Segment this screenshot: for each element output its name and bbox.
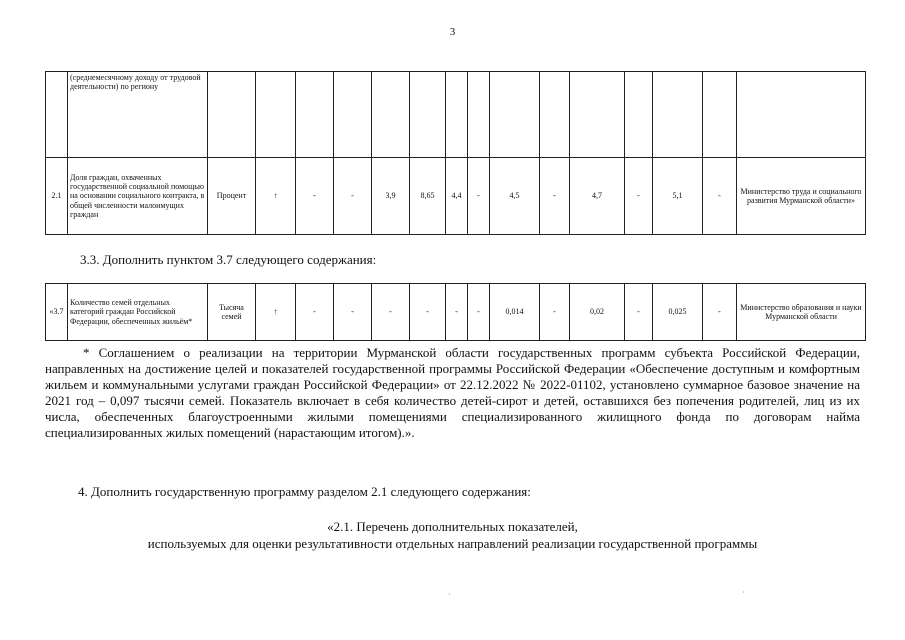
value-cell: 0,014 — [490, 284, 540, 341]
indicator-name-cell: (среднемесячному доходу от трудовой деятельности) по региону — [68, 72, 208, 158]
value-cell: - — [446, 284, 468, 341]
value-cell: - — [334, 158, 372, 235]
value-cell: - — [372, 284, 410, 341]
trend-arrow: ↑ — [256, 284, 296, 341]
value-cell: - — [625, 284, 653, 341]
row-number: 2.1 — [46, 158, 68, 235]
value-cell: - — [468, 284, 490, 341]
footnote-paragraph: * Соглашением о реализации на территории Мурманской области государственных программ субъекта Российской Федерации, направленных на достижение целей и показателей государственной программы Российской Федерации «Обеспечение доступным и комфортным жильем и коммунальными услугами граждан Российской Федерации» от 22.12.2022 № 2022-01102, установлено суммарное базовое значение на 2021 год – 0,097 тысячи семей. Показатель включает в себя количество детей-сирот и детей, оставшихся без попечения родителей, лиц из их числа, обеспеченных благоустроенными жилыми помещениями специализированного жилищного фонда по договорам найма специализированных жилых помещений (нарастающим итогом).». — [45, 345, 860, 440]
scan-dot: · — [742, 588, 745, 597]
value-cell: 4,4 — [446, 158, 468, 235]
responsible-cell: Министерство образования и науки Мурманской области — [737, 284, 866, 341]
section-title-line1: «2.1. Перечень дополнительных показателей, — [327, 519, 578, 534]
value-cell: 4,7 — [570, 158, 625, 235]
value-cell: - — [296, 284, 334, 341]
table-row — [46, 72, 866, 158]
value-cell: - — [334, 284, 372, 341]
value-cell: 4,5 — [490, 158, 540, 235]
value-cell: - — [540, 284, 570, 341]
value-cell: - — [625, 158, 653, 235]
value-cell: - — [703, 284, 737, 341]
value-cell: 8,65 — [410, 158, 446, 235]
value-cell: - — [540, 158, 570, 235]
value-cell: - — [296, 158, 334, 235]
value-cell: 5,1 — [653, 158, 703, 235]
point-4-text: 4. Дополнить государственную программу разделом 2.1 следующего содержания: — [78, 484, 531, 499]
indicators-table-continued — [45, 71, 866, 235]
value-cell: 0,025 — [653, 284, 703, 341]
unit-cell: Тысяча семей — [208, 284, 256, 341]
trend-arrow: ↑ — [256, 158, 296, 235]
value-cell: 3,9 — [372, 158, 410, 235]
value-cell: 0,02 — [570, 284, 625, 341]
table-row — [46, 284, 866, 341]
row-number: «3.7 — [46, 284, 68, 341]
page-number: 3 — [449, 26, 456, 38]
section-heading: 3.3. Дополнить пунктом 3.7 следующего содержания: — [80, 252, 377, 267]
value-cell: - — [703, 158, 737, 235]
indicator-3-7-table — [45, 283, 866, 341]
scan-dot: · — [448, 590, 451, 599]
unit-cell: Процент — [208, 158, 256, 235]
value-cell: - — [468, 158, 490, 235]
responsible-cell: Министерство труда и социального развития Мурманской области» — [737, 158, 866, 235]
indicator-name-cell: Количество семей отдельных категорий граждан Российской Федерации, обеспеченных жильём* — [68, 284, 208, 341]
indicator-name-cell: Доля граждан, охваченных государственной социальной помощью на основании социального контракта, в общей численности малоимущих граждан — [68, 158, 208, 235]
table-row — [46, 158, 866, 235]
section-title-line2: используемых для оценки результативности отдельных направлений реализации государственной программы — [147, 536, 758, 551]
value-cell: - — [410, 284, 446, 341]
